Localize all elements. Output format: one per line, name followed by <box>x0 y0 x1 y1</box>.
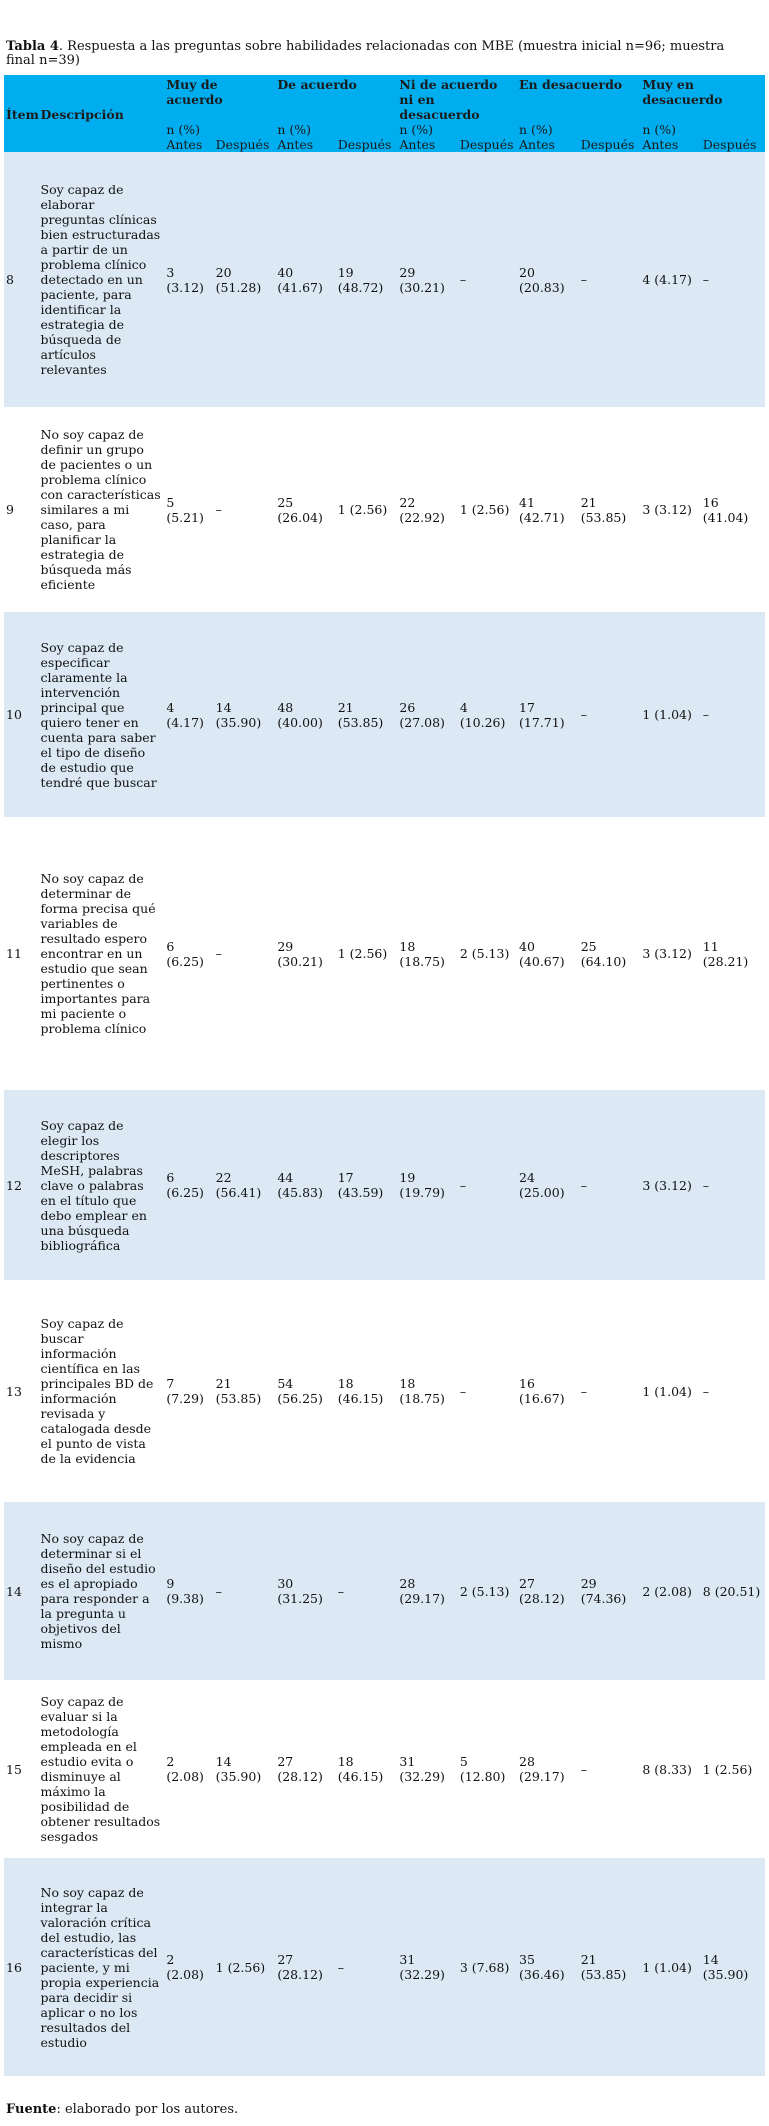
cell-before: 17 (17.71) <box>517 612 579 817</box>
cell-before: 7 (7.29) <box>164 1280 213 1502</box>
cell-after: 1 (2.56) <box>336 407 398 612</box>
cell-after: 18 (46.15) <box>336 1680 398 1858</box>
header-unit: n (%) <box>399 122 434 137</box>
cell-after: – <box>701 152 765 407</box>
table-row <box>4 1680 765 1858</box>
cell-description: No soy capaz de integrar la valoración crítica del estudio, las características del paciente, y mi propia experiencia para decidir si aplicar o no los resultados del estudio <box>39 1858 165 2076</box>
cell-item: 13 <box>4 1280 39 1502</box>
cell-after: – <box>214 817 276 1090</box>
cell-after: – <box>579 152 641 407</box>
cell-after: 21 (53.85) <box>214 1280 276 1502</box>
header-group: Muy de acuerdo <box>164 75 275 122</box>
cell-before: 6 (6.25) <box>164 1090 213 1280</box>
cell-description: Soy capaz de buscar información científica en las principales BD de información revisada y catalogada desde el punto de vista de la evidencia <box>39 1280 165 1502</box>
cell-after: 29 (74.36) <box>579 1502 641 1680</box>
cell-before: 41 (42.71) <box>517 407 579 612</box>
cell-after: 21 (53.85) <box>579 407 641 612</box>
table-row <box>4 1858 765 2076</box>
cell-after: – <box>579 612 641 817</box>
cell-after: 11 (28.21) <box>701 817 765 1090</box>
cell-after: 14 (35.90) <box>701 1858 765 2076</box>
cell-before: 27 (28.12) <box>275 1680 335 1858</box>
cell-before: 29 (30.21) <box>275 817 335 1090</box>
cell-after: – <box>579 1280 641 1502</box>
cell-before: 48 (40.00) <box>275 612 335 817</box>
cell-description: Soy capaz de evaluar si la metodología empleada en el estudio evita o disminuye al máximo la posibilidad de obtener resultados sesgados <box>39 1680 165 1858</box>
cell-description: Soy capaz de elegir los descriptores MeSH, palabras clave o palabras en el título que debo emplear en una búsqueda bibliográfica <box>39 1090 165 1280</box>
footer-label: Fuente <box>6 2102 57 2117</box>
cell-before: 22 (22.92) <box>397 407 457 612</box>
cell-before: 18 (18.75) <box>397 1280 457 1502</box>
table-footer <box>6 2102 238 2117</box>
cell-after: 1 (2.56) <box>701 1680 765 1858</box>
header-after: Después <box>701 122 765 152</box>
cell-item: 9 <box>4 407 39 612</box>
header-after: Después <box>336 122 398 152</box>
table-row <box>4 152 765 407</box>
cell-after: – <box>701 1280 765 1502</box>
cell-after: – <box>336 1858 398 2076</box>
cell-after: 5 (12.80) <box>458 1680 517 1858</box>
cell-after: 14 (35.90) <box>214 612 276 817</box>
cell-before: 4 (4.17) <box>164 612 213 817</box>
header-description: Descripción <box>39 75 165 152</box>
header-unit: n (%) <box>277 122 311 137</box>
table-row <box>4 817 765 1090</box>
header-before: n (%) Antes <box>517 122 579 152</box>
header-before: n (%) Antes <box>397 122 457 152</box>
cell-after: 22 (56.41) <box>214 1090 276 1280</box>
cell-after: 17 (43.59) <box>336 1090 398 1280</box>
header-group: De acuerdo <box>275 75 397 122</box>
cell-before: 18 (18.75) <box>397 817 457 1090</box>
cell-after: 18 (46.15) <box>336 1280 398 1502</box>
cell-after: 8 (20.51) <box>701 1502 765 1680</box>
cell-before: 54 (56.25) <box>275 1280 335 1502</box>
cell-before: 1 (1.04) <box>640 1858 700 2076</box>
header-row-groups <box>4 75 765 122</box>
cell-before: 24 (25.00) <box>517 1090 579 1280</box>
cell-before: 27 (28.12) <box>275 1858 335 2076</box>
header-item: Ítem <box>4 75 39 152</box>
header-after: Después <box>214 122 276 152</box>
cell-after: – <box>458 152 517 407</box>
cell-after: – <box>336 1502 398 1680</box>
cell-before: 31 (32.29) <box>397 1858 457 2076</box>
table-row <box>4 1502 765 1680</box>
cell-after: 1 (2.56) <box>336 817 398 1090</box>
cell-after: 1 (2.56) <box>214 1858 276 2076</box>
cell-after: 25 (64.10) <box>579 817 641 1090</box>
header-unit: n (%) <box>166 122 200 137</box>
cell-before: 16 (16.67) <box>517 1280 579 1502</box>
header-group: Muy en desacuerdo <box>640 75 765 122</box>
table-caption <box>6 40 746 68</box>
cell-before: 19 (19.79) <box>397 1090 457 1280</box>
cell-before: 3 (3.12) <box>164 152 213 407</box>
cell-before: 3 (3.12) <box>640 1090 700 1280</box>
cell-before: 1 (1.04) <box>640 1280 700 1502</box>
cell-before: 35 (36.46) <box>517 1858 579 2076</box>
cell-before: 29 (30.21) <box>397 152 457 407</box>
footer-text: : elaborado por los autores. <box>56 2102 239 2117</box>
cell-after: 4 (10.26) <box>458 612 517 817</box>
cell-before: 25 (26.04) <box>275 407 335 612</box>
caption-text: . Respuesta a las preguntas sobre habilidades relacionadas con MBE (muestra inicial n=96; muestra final n=39) <box>6 39 725 68</box>
cell-before: 30 (31.25) <box>275 1502 335 1680</box>
table-row <box>4 1090 765 1280</box>
cell-after: – <box>458 1090 517 1280</box>
cell-after: 19 (48.72) <box>336 152 398 407</box>
cell-after: 2 (5.13) <box>458 817 517 1090</box>
cell-description: Soy capaz de elaborar preguntas clínicas bien estructuradas a partir de un problema clínico detectado en un paciente, para identificar la estrategia de búsqueda de artículos relevantes <box>39 152 165 407</box>
cell-before: 3 (3.12) <box>640 407 700 612</box>
cell-before: 3 (3.12) <box>640 817 700 1090</box>
cell-before: 2 (2.08) <box>640 1502 700 1680</box>
cell-before: 28 (29.17) <box>517 1680 579 1858</box>
cell-after: – <box>701 1090 765 1280</box>
cell-item: 10 <box>4 612 39 817</box>
cell-item: 12 <box>4 1090 39 1280</box>
cell-after: 20 (51.28) <box>214 152 276 407</box>
cell-after: – <box>458 1280 517 1502</box>
cell-after: 3 (7.68) <box>458 1858 517 2076</box>
cell-after: 16 (41.04) <box>701 407 765 612</box>
cell-before: 28 (29.17) <box>397 1502 457 1680</box>
cell-before: 26 (27.08) <box>397 612 457 817</box>
header-unit: n (%) <box>519 122 553 137</box>
cell-after: – <box>579 1680 641 1858</box>
table-body <box>4 152 765 2076</box>
header-group: Ni de acuerdo ni en desacuerdo <box>397 75 517 122</box>
cell-before: 2 (2.08) <box>164 1858 213 2076</box>
cell-item: 16 <box>4 1858 39 2076</box>
cell-before: 20 (20.83) <box>517 152 579 407</box>
cell-description: Soy capaz de especificar claramente la intervención principal que quiero tener en cuenta para saber el tipo de diseño de estudio que tendré que buscar <box>39 612 165 817</box>
cell-before: 9 (9.38) <box>164 1502 213 1680</box>
cell-before: 40 (41.67) <box>275 152 335 407</box>
cell-after: – <box>214 1502 276 1680</box>
cell-before: 27 (28.12) <box>517 1502 579 1680</box>
cell-description: No soy capaz de determinar de forma precisa qué variables de resultado espero encontrar en un estudio que sean pertinentes o importantes para mi paciente o problema clínico <box>39 817 165 1090</box>
cell-item: 8 <box>4 152 39 407</box>
header-before: n (%) Antes <box>640 122 700 152</box>
header-after: Después <box>458 122 517 152</box>
cell-after: 14 (35.90) <box>214 1680 276 1858</box>
cell-after: 2 (5.13) <box>458 1502 517 1680</box>
cell-before: 2 (2.08) <box>164 1680 213 1858</box>
table-row <box>4 1280 765 1502</box>
table-row <box>4 612 765 817</box>
header-before: n (%) Antes <box>164 122 213 152</box>
header-after: Después <box>579 122 641 152</box>
header-unit: n (%) <box>642 122 676 137</box>
cell-after: 21 (53.85) <box>336 612 398 817</box>
cell-item: 11 <box>4 817 39 1090</box>
cell-before: 5 (5.21) <box>164 407 213 612</box>
cell-after: 1 (2.56) <box>458 407 517 612</box>
cell-description: No soy capaz de determinar si el diseño del estudio es el apropiado para responder a la pregunta u objetivos del mismo <box>39 1502 165 1680</box>
header-before: n (%) Antes <box>275 122 335 152</box>
cell-after: 21 (53.85) <box>579 1858 641 2076</box>
table-row <box>4 407 765 612</box>
cell-after: – <box>579 1090 641 1280</box>
cell-description: No soy capaz de definir un grupo de pacientes o un problema clínico con características similares a mi caso, para planificar la estrategia de búsqueda más eficiente <box>39 407 165 612</box>
cell-before: 6 (6.25) <box>164 817 213 1090</box>
cell-before: 31 (32.29) <box>397 1680 457 1858</box>
cell-after: – <box>214 407 276 612</box>
header-group: En desacuerdo <box>517 75 640 122</box>
survey-table <box>4 75 765 2076</box>
cell-before: 4 (4.17) <box>640 152 700 407</box>
cell-before: 8 (8.33) <box>640 1680 700 1858</box>
cell-before: 44 (45.83) <box>275 1090 335 1280</box>
cell-item: 14 <box>4 1502 39 1680</box>
cell-before: 1 (1.04) <box>640 612 700 817</box>
caption-label: Tabla 4 <box>6 39 59 54</box>
cell-after: – <box>701 612 765 817</box>
cell-item: 15 <box>4 1680 39 1858</box>
cell-before: 40 (40.67) <box>517 817 579 1090</box>
